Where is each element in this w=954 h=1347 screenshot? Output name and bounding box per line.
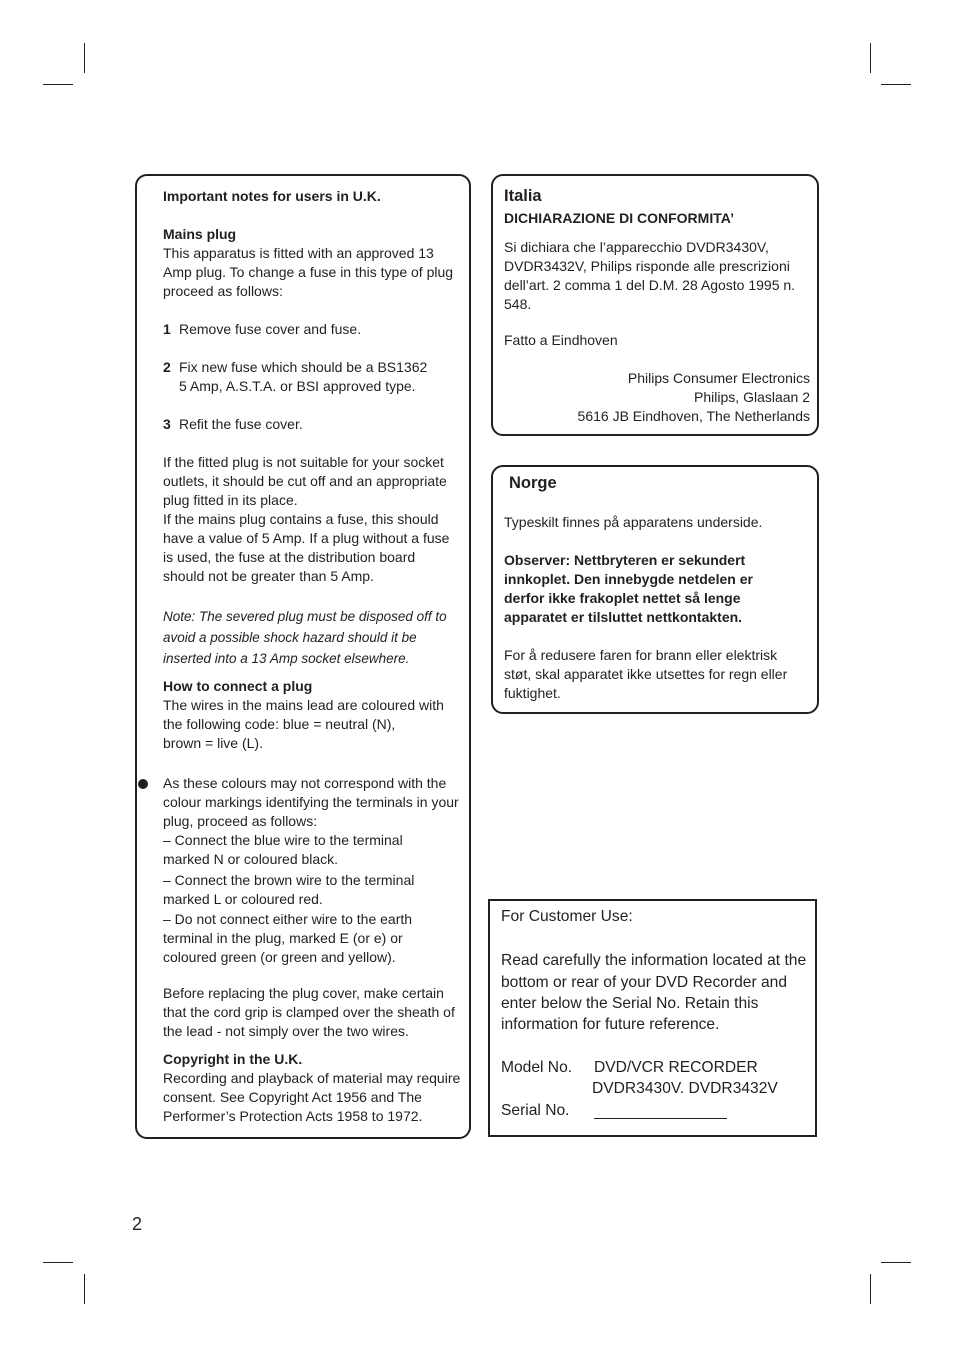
copyright-line: Recording and playback of material may require <box>163 1070 461 1086</box>
step-3 <box>163 415 303 434</box>
connect-line: The wires in the mains lead are coloured with <box>163 697 444 713</box>
norge-bold-line: Observer: Nettbryteren er sekundert <box>504 552 746 568</box>
serial-field-line <box>594 1118 727 1119</box>
step-1 <box>163 320 361 339</box>
crop-mark <box>870 1274 871 1304</box>
italia-line: Si dichiara che l’apparecchio DVDR3430V, <box>504 239 769 255</box>
mains-text-line: proceed as follows: <box>163 283 283 299</box>
norge-bold-line: apparatet er tilsluttet nettkontakten. <box>504 609 743 625</box>
fuse-para-line: If the mains plug contains a fuse, this should <box>163 511 439 527</box>
step-text: Refit the fuse cover. <box>179 416 303 432</box>
step-number: 2 <box>163 359 171 375</box>
crop-mark <box>43 84 73 85</box>
step-number: 1 <box>163 321 171 337</box>
italia-line: 548. <box>504 296 532 312</box>
model-value: DVD/VCR RECORDER <box>594 1059 758 1076</box>
mains-text-line: Amp plug. To change a fuse in this type of plug <box>163 264 454 280</box>
italia-line: DVDR3432V, Philips risponde alle prescrizioni <box>504 258 790 274</box>
fuse-para-line: should not be greater than 5 Amp. <box>163 568 374 584</box>
italia-address-line: Philips, Glaslaan 2 <box>694 389 810 405</box>
cover-line: Before replacing the plug cover, make certain <box>163 985 444 1001</box>
bullet-line: – Connect the brown wire to the terminal <box>163 872 415 888</box>
italia-subtitle: DICHIARAZIONE DI CONFORMITA’ <box>504 210 734 226</box>
italia-title: Italia <box>504 187 542 205</box>
mains-text-line: This apparatus is fitted with an approved 13 <box>163 245 434 261</box>
bullet-line: As these colours may not correspond with the <box>163 775 447 791</box>
note-line: inserted into a 13 Amp socket elsewhere. <box>163 651 410 666</box>
cover-line: that the cord grip is clamped over the sheath of <box>163 1004 455 1020</box>
step-text: Fix new fuse which should be a BS1362 <box>179 359 428 375</box>
norge-bold-line: innkoplet. Den innebygde netdelen er <box>504 571 753 587</box>
customer-line: Read carefully the information located at the <box>501 952 807 969</box>
customer-heading: For Customer Use: <box>501 908 633 925</box>
customer-line: bottom or rear of your DVD Recorder and <box>501 974 788 991</box>
uk-title: Important notes for users in U.K. <box>163 188 381 204</box>
bullet-line: terminal in the plug, marked E (or e) or <box>163 930 403 946</box>
norge-line: støt, skal apparatet ikke utsettes for regn eller <box>504 666 788 682</box>
fuse-para-line: have a value of 5 Amp. If a plug without a fuse <box>163 530 450 546</box>
norge-line: Typeskilt finnes på apparatens underside. <box>504 514 763 530</box>
crop-mark <box>870 43 871 73</box>
norge-line: For å redusere faren for brann eller elektrisk <box>504 647 778 663</box>
connect-line: brown = live (L). <box>163 735 263 751</box>
bullet-line: coloured green (or green and yellow). <box>163 949 396 965</box>
connect-line: the following code: blue = neutral (N), <box>163 716 396 732</box>
bullet-line: colour markings identifying the terminals in your <box>163 794 459 810</box>
mains-plug-heading: Mains plug <box>163 226 237 242</box>
italia-place: Fatto a Eindhoven <box>504 332 618 348</box>
crop-mark <box>881 84 911 85</box>
crop-mark <box>84 1274 85 1304</box>
cover-line: the lead - not simply over the two wires. <box>163 1023 409 1039</box>
page-number: 2 <box>132 1214 143 1234</box>
customer-line: information for future reference. <box>501 1016 720 1033</box>
note-line: avoid a possible shock hazard should it be <box>163 630 417 645</box>
italia-address-line: 5616 JB Eindhoven, The Netherlands <box>577 408 810 424</box>
bullet-line: – Connect the blue wire to the terminal <box>163 832 403 848</box>
norge-line: fuktighet. <box>504 685 561 701</box>
italia-line: dell’art. 2 comma 1 del D.M. 28 Agosto 1995 n. <box>504 277 796 293</box>
bullet-line: plug, proceed as follows: <box>163 813 318 829</box>
bullet-line: marked N or coloured black. <box>163 851 339 867</box>
crop-mark <box>881 1262 911 1263</box>
model-label: Model No. <box>501 1059 573 1076</box>
connect-plug-heading: How to connect a plug <box>163 678 313 694</box>
copyright-heading: Copyright in the U.K. <box>163 1051 303 1067</box>
copyright-line: consent. See Copyright Act 1956 and The <box>163 1089 422 1105</box>
norge-title: Norge <box>509 474 557 492</box>
crop-mark <box>84 43 85 73</box>
italia-address-line: Philips Consumer Electronics <box>627 370 810 386</box>
fuse-para-line: is used, the fuse at the distribution board <box>163 549 416 565</box>
norge-bold-line: derfor ikke frakoplet nettet så lenge <box>504 590 741 606</box>
fuse-para-line: plug fitted in its place. <box>163 492 298 508</box>
customer-line: enter below the Serial No. Retain this <box>501 995 759 1012</box>
step-2-cont: 5 Amp, A.S.T.A. or BSI approved type. <box>179 378 416 394</box>
note-line: Note: The severed plug must be disposed off to <box>163 609 447 624</box>
step-text: Remove fuse cover and fuse. <box>179 321 362 337</box>
bullet-line: marked L or coloured red. <box>163 891 323 907</box>
model-value: DVDR3430V. DVDR3432V <box>592 1080 778 1097</box>
fuse-para-line: If the fitted plug is not suitable for your socket <box>163 454 444 470</box>
bullet-line: – Do not connect either wire to the earth <box>163 911 413 927</box>
copyright-line: Performer’s Protection Acts 1958 to 1972. <box>163 1108 423 1124</box>
step-2 <box>163 358 427 377</box>
serial-label: Serial No. <box>501 1102 570 1119</box>
step-number: 3 <box>163 416 171 432</box>
bullet-icon <box>138 779 148 789</box>
fuse-para-line: outlets, it should be cut off and an appropriate <box>163 473 447 489</box>
crop-mark <box>43 1262 73 1263</box>
